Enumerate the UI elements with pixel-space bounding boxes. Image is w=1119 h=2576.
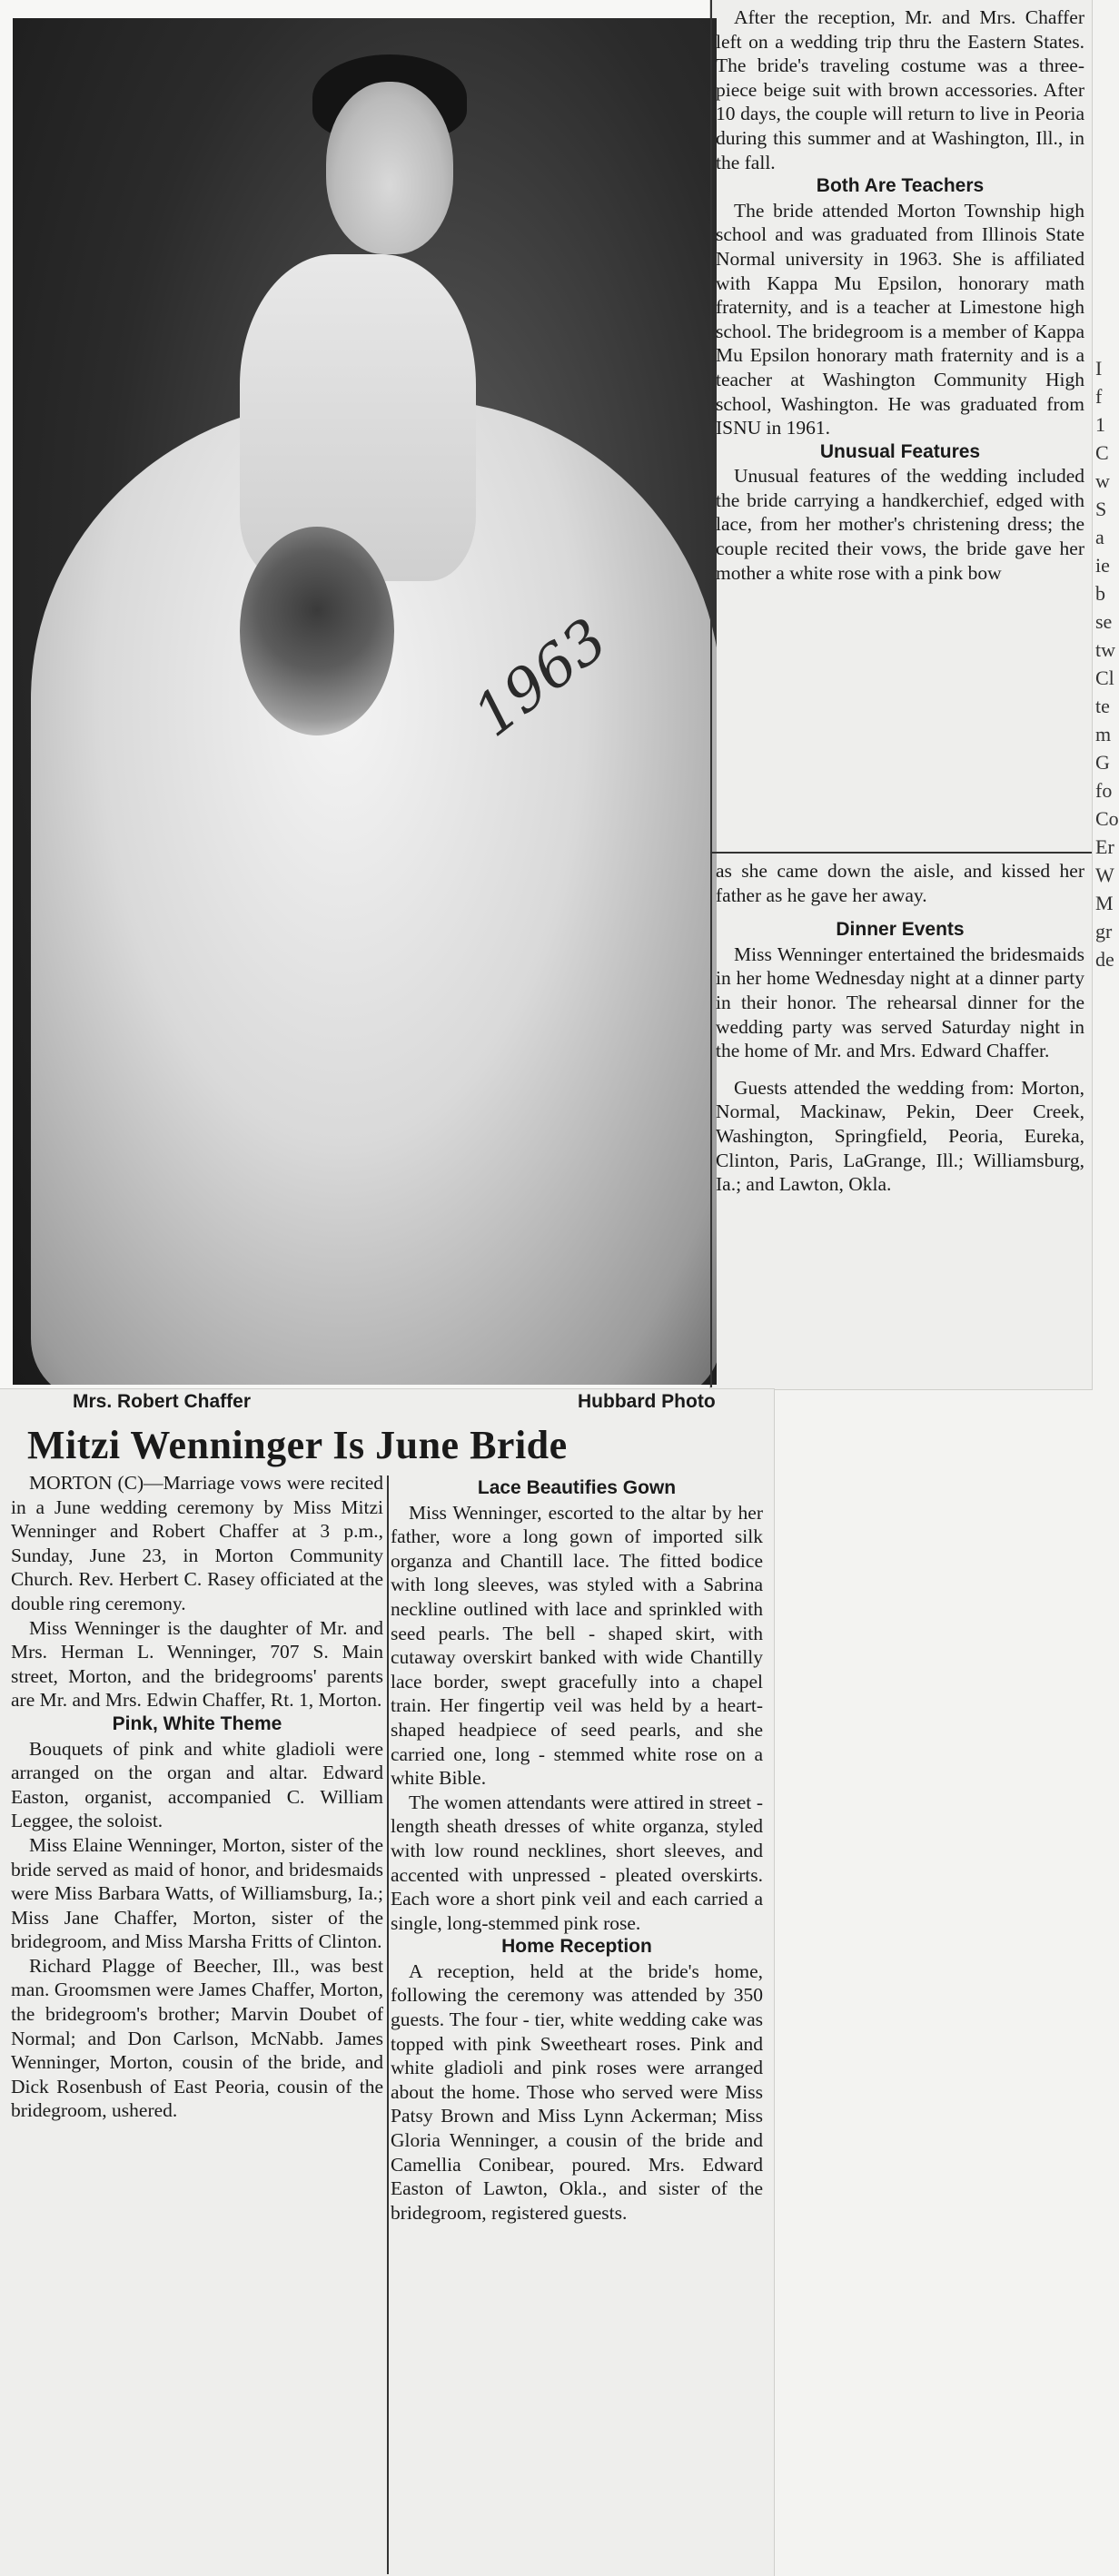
fragment-letter: Er bbox=[1095, 835, 1114, 858]
fragment-letter: S bbox=[1095, 498, 1107, 520]
fragment-letter: Cl bbox=[1095, 666, 1114, 689]
bride-face bbox=[326, 82, 453, 254]
fragment-letter: f bbox=[1095, 385, 1103, 408]
fragment-letter: b bbox=[1095, 582, 1105, 605]
fragment-letter: 1 bbox=[1095, 413, 1105, 436]
fragment-letter: te bbox=[1095, 695, 1110, 717]
fragment-letter: Co bbox=[1095, 807, 1119, 830]
subhead-reception: Home Reception bbox=[501, 1936, 652, 1958]
photo-caption: Mrs. Robert Chaffer bbox=[73, 1391, 252, 1412]
paragraph: The bride attended Morton Township high school and was graduated from Illinois State Normal university in 1963. She is affiliated with Kappa Mu Epsilon, honorary math fraternity, and is a teacher at Limestone high school. The bridegroom is a member of Kappa Mu Epsilon honorary math fraternity and is a teacher at Washington Community High school, Washington. He was graduated from ISNU in 1961. bbox=[716, 199, 1084, 439]
paragraph-continuation: as she came down the aisle, and kissed her father as he gave her away. bbox=[716, 860, 1084, 906]
article-column-left bbox=[11, 1471, 383, 2123]
subhead-unusual-features: Unusual Features bbox=[819, 440, 981, 462]
fragment-letter: a bbox=[1095, 526, 1104, 548]
paragraph: Miss Wenninger, escorted to the altar by her father, wore a long gown of imported silk organza and Chantill lace. The fitted bodice with long sleeves, was styled with a Sabrina neckline outlined with lace and sprinkled with seed pearls. The bell - shaped skirt, with cutaway overskirt banked with wide Chantilly lace border, swept gracefully into a chapel train. Her fingertip veil was held by a heart-shaped headpiece of seed pearls, and she carried one, long - stemmed white rose on a white Bible. bbox=[391, 1501, 763, 1790]
fragment-letter: fo bbox=[1095, 779, 1113, 802]
spacer bbox=[716, 1063, 1084, 1076]
paragraph: Guests attended the wedding from: Morton, Normal, Mackinaw, Pekin, Deer Creek, Washington, Springfield, Peoria, Eureka, Clinton, Paris, LaGrange, Ill.; Williamsburg, Ia.; and Lawton, Okla. bbox=[716, 1076, 1084, 1196]
column-divider bbox=[387, 1476, 389, 2574]
fragment-letter: G bbox=[1095, 751, 1110, 774]
subhead-theme: Pink, White Theme bbox=[112, 1712, 282, 1734]
paragraph: The women attendants were attired in street - length sheath dresses of white organza, styled with low round necklines, short sleeves, and accented with unpressed - pleated overskirts. Each wore a short pink veil and each carried a single, long-stemmed pink rose. bbox=[391, 1791, 763, 1934]
column-break-rule bbox=[710, 852, 1092, 854]
right-column-middle bbox=[716, 859, 1084, 1197]
handwritten-year: 1963 bbox=[461, 606, 620, 751]
article-column-right bbox=[391, 1476, 763, 2225]
photo-credit: Hubbard Photo bbox=[578, 1391, 716, 1412]
right-column-top bbox=[716, 5, 1084, 585]
subhead-gown: Lace Beautifies Gown bbox=[477, 1477, 677, 1498]
fragment-letter: m bbox=[1095, 723, 1112, 745]
paragraph: A reception, held at the bride's home, following the ceremony was attended by 350 guests. The four - tier, white wedding cake was topped with pink Sweetheart roses. Pink and white gladioli and pink roses were arranged about the home. Those who served were Miss Patsy Brown and Miss Lynn Ackerman; Miss Gloria Wenninger, a cousin of the bride and Camellia Conibear, poured. Mrs. Edward Easton of Lawton, Okla., and sister of the bridegroom, registered guests. bbox=[391, 1959, 763, 2224]
paragraph: Miss Elaine Wenninger, Morton, sister of the bride served as maid of honor, and bridesmaids were Miss Barbara Watts, of Williamsburg, Ia.; Miss Jane Chaffer, Morton, sister of the bridegroom, and Miss Marsha Fritts of Clinton. bbox=[11, 1833, 383, 1953]
fragment-letter: I bbox=[1095, 357, 1103, 380]
paragraph: Unusual features of the wedding included the bride carrying a handkerchief, edged with lace, from her mother's christening dress; the couple recited their vows, the bride gave her mother a white rose with a pink bow bbox=[716, 465, 1084, 584]
paragraph: Bouquets of pink and white gladioli were arranged on the organ and altar. Edward Easton, organist, accompanied C. William Leggee, the soloist. bbox=[11, 1737, 383, 1832]
spacer bbox=[716, 907, 1084, 918]
fragment-letter: C bbox=[1095, 441, 1109, 464]
bouquet bbox=[240, 527, 394, 735]
fragment-letter: W bbox=[1095, 864, 1114, 886]
column-divider bbox=[710, 0, 712, 1387]
gown-bodice bbox=[240, 254, 476, 581]
subhead-dinner-events: Dinner Events bbox=[836, 919, 965, 941]
adjacent-clipping-fragment bbox=[1095, 354, 1119, 973]
fragment-letter: tw bbox=[1095, 638, 1115, 661]
paragraph: Richard Plagge of Beecher, Ill., was best man. Groomsmen were James Chaffer, Morton, the bridegroom's brother; Marvin Doubet of Normal; and Don Carlson, McNabb. James Wenninger, Morton, cousin of the bride, and Dick Rosenbush of East Peoria, cousin of the bridegroom, ushered. bbox=[11, 1954, 383, 2122]
paragraph: MORTON (C)—Marriage vows were recited in a June wedding ceremony by Miss Mitzi Wenninger and Robert Chaffer at 3 p.m., Sunday, June 23, in Morton Community Church. Rev. Herbert C. Rasey officiated at the double ring ceremony. bbox=[11, 1472, 383, 1614]
paragraph: Miss Wenninger entertained the bridesmaids in her home Wednesday night at a dinner party in their honor. The rehearsal dinner for the wedding party was served Saturday night in the home of Mr. and Mrs. Edward Chaffer. bbox=[716, 943, 1084, 1062]
fragment-letter: w bbox=[1095, 469, 1110, 492]
paragraph: After the reception, Mr. and Mrs. Chaffer left on a wedding trip thru the Eastern States. The bride's traveling costume was a three-piece beige suit with brown accessories. After 10 days, the couple will return to live in Peoria during this summer and at Washington, Ill., in the fall. bbox=[716, 6, 1084, 173]
paragraph: Miss Wenninger is the daughter of Mr. and Mrs. Herman L. Wenninger, 707 S. Main street, Morton, and the bridegrooms' parents are Mr. and Mrs. Edwin Chaffer, Rt. 1, Morton. bbox=[11, 1616, 383, 1712]
subhead-teachers: Both Are Teachers bbox=[816, 175, 985, 197]
fragment-letter: de bbox=[1095, 948, 1114, 971]
fragment-letter: ie bbox=[1095, 554, 1110, 577]
fragment-letter: gr bbox=[1095, 920, 1113, 943]
fragment-letter: M bbox=[1095, 892, 1114, 914]
fragment-letter: se bbox=[1095, 610, 1113, 633]
bride-photo bbox=[13, 18, 717, 1385]
headline: Mitzi Wenninger Is June Bride bbox=[27, 1423, 568, 1467]
